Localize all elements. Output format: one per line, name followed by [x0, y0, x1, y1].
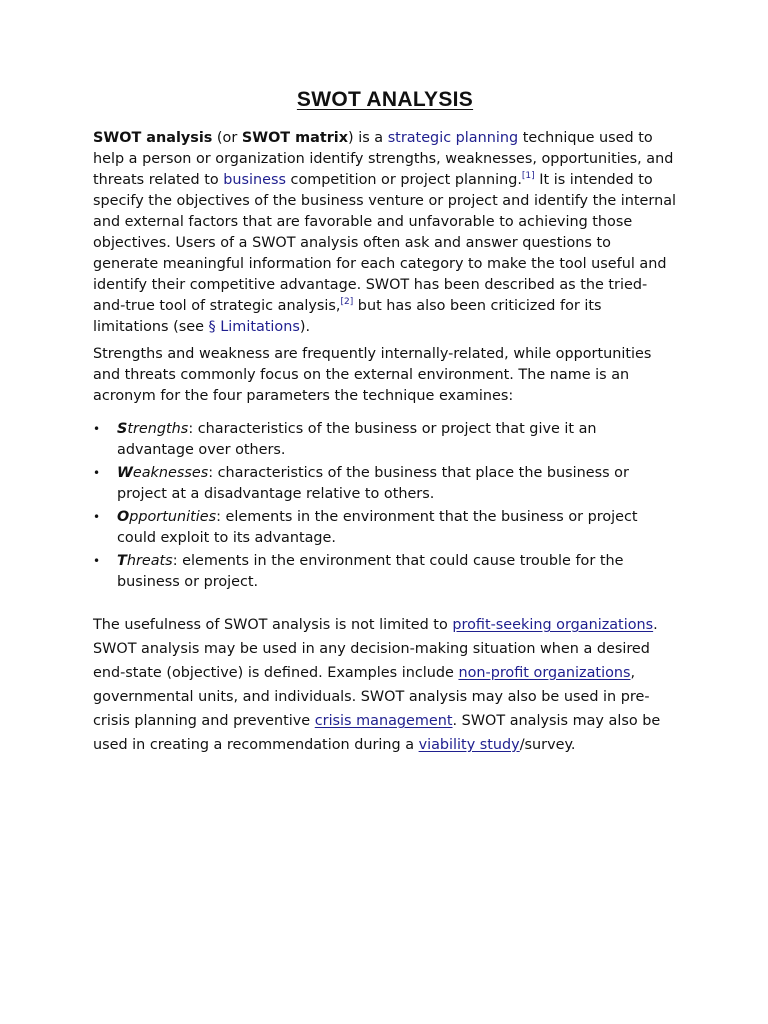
- list-item-opportunities: [93, 507, 677, 549]
- parameters-paragraph: Strengths and weakness are frequently internally-related, while opportunities and threats commonly focus on the external environment. The name is an acronym for the four parameters the technique examines:: [93, 346, 652, 404]
- link-viability-study[interactable]: viability study: [418, 737, 520, 753]
- intro-text-1: (or: [212, 130, 242, 146]
- item-letter: T: [117, 553, 127, 569]
- item-term: pportunities: [129, 509, 217, 525]
- reference-1[interactable]: [522, 171, 535, 181]
- item-letter: O: [117, 509, 130, 525]
- item-term: hreats: [126, 553, 173, 569]
- usefulness-text-4: . SWOT analysis may also be used in creating a recommendation during a: [93, 713, 661, 753]
- link-business[interactable]: business: [223, 172, 286, 188]
- usefulness-text-2: . SWOT analysis may be used in any decision-making situation when a desired end-state (objective) is defined. Examples include: [93, 617, 658, 681]
- item-description: : characteristics of the business that place the business or project at a disadvantage relative to others.: [117, 465, 629, 502]
- intro-paragraph: [93, 128, 677, 338]
- usefulness-text-1: The usefulness of SWOT analysis is not limited to: [93, 617, 453, 633]
- item-description: : elements in the environment that the business or project could exploit to its advantage.: [117, 509, 638, 546]
- item-description: : elements in the environment that could cause trouble for the business or project.: [117, 553, 624, 590]
- intro-text-7: ).: [299, 319, 311, 335]
- item-description: : characteristics of the business or project that give it an advantage over others.: [117, 421, 597, 458]
- list-item-strengths: [93, 419, 677, 461]
- reference-2-label[interactable]: [2]: [340, 297, 354, 308]
- item-letter: S: [117, 421, 128, 437]
- term-swot-analysis: SWOT analysis: [93, 130, 213, 146]
- swot-list: [93, 419, 677, 593]
- link-limitations[interactable]: § Limitations: [208, 319, 300, 335]
- bullet-icon: •: [93, 466, 101, 480]
- intro-text-3: technique used to help a person or organization identify strengths, weaknesses, opportunities, and threats related to: [93, 130, 674, 188]
- usefulness-text-3: , governmental units, and individuals. SWOT analysis may also be used in pre-crisis planning and preventive: [93, 665, 650, 729]
- intro-text-2: ) is a: [348, 130, 388, 146]
- term-swot-matrix: SWOT matrix: [241, 130, 349, 146]
- link-profit-seeking-organizations[interactable]: profit-seeking organizations: [452, 617, 654, 633]
- list-item-weaknesses: [93, 463, 677, 505]
- bullet-icon: •: [93, 554, 101, 568]
- usefulness-paragraph: [93, 613, 677, 757]
- bullet-icon: •: [93, 422, 101, 436]
- intro-text-6: but has also been criticized for its limitations (see: [93, 298, 602, 335]
- link-non-profit-organizations[interactable]: non-profit organizations: [458, 665, 631, 681]
- link-strategic-planning[interactable]: strategic planning: [387, 130, 519, 146]
- document-page: [93, 86, 677, 757]
- intro-text-5: It is intended to specify the objectives of the business venture or project and identify the internal and external factors that are favorable and unfavorable to achieving those objectives. Users of a SWOT analysis often ask and answer questions to generate meaningful information for each category to make the tool useful and identify their competitive advantage. SWOT has been described as the tried-and-true tool of strategic analysis,: [93, 172, 677, 314]
- bullet-icon: •: [93, 510, 101, 524]
- item-term: trengths: [127, 421, 189, 437]
- item-letter: W: [117, 465, 133, 481]
- list-item-threats: [93, 551, 677, 593]
- reference-2[interactable]: [340, 297, 353, 307]
- reference-1-label[interactable]: [1]: [521, 171, 535, 182]
- usefulness-text-5: /survey.: [519, 737, 576, 753]
- intro-text-4: competition or project planning.: [285, 172, 522, 188]
- item-term: eaknesses: [132, 465, 209, 481]
- link-crisis-management[interactable]: crisis management: [314, 713, 453, 729]
- document-title: SWOT ANALYSIS: [296, 88, 474, 111]
